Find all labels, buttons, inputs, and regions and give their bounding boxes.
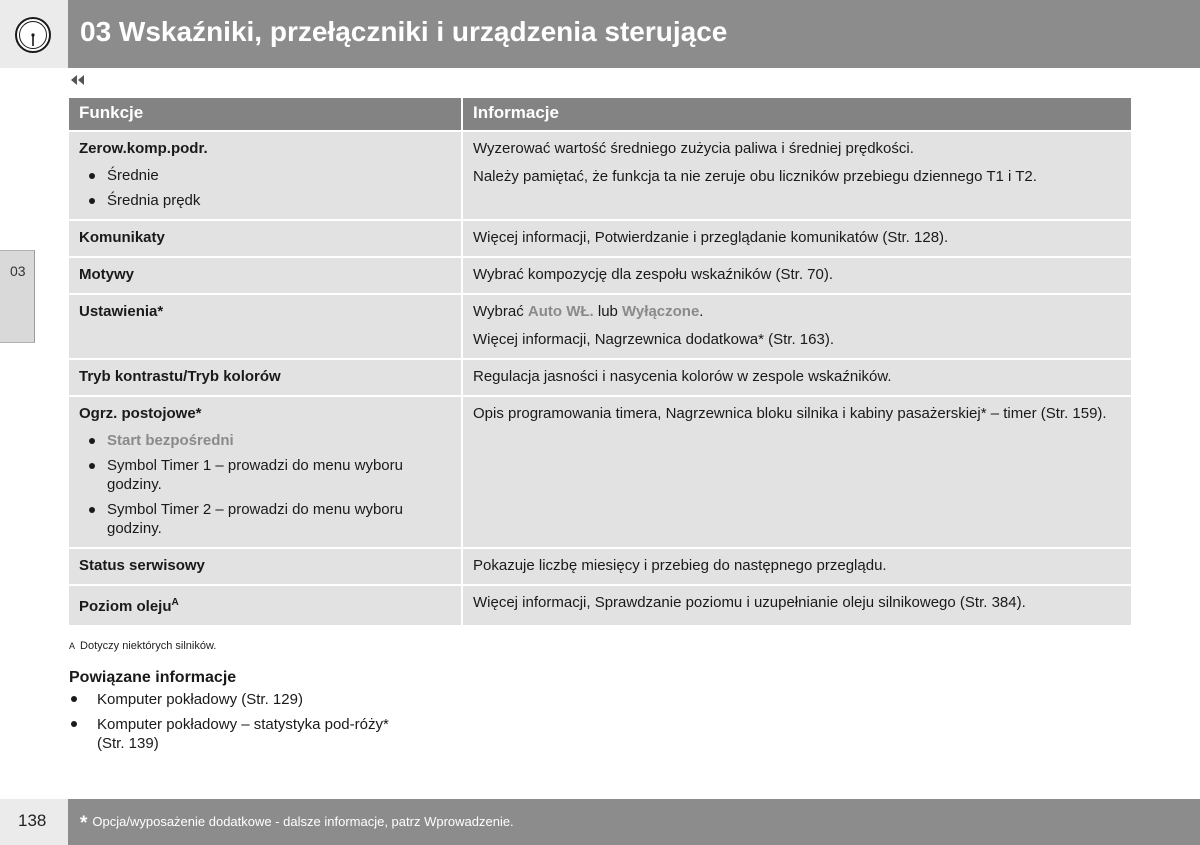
table-row [69,358,1131,395]
star-marker: * [80,813,88,834]
related-link[interactable]: Komputer pokładowy (Str. 129) [69,690,399,709]
info-text [473,302,1121,321]
info-text: Więcej informacji, Sprawdzanie poziomu i uzupełnianie oleju silnikowego (Str. 384). [473,594,1026,611]
chapter-tab[interactable] [0,250,35,343]
table-row [69,256,1131,293]
info-text: Należy pamiętać, że funkcja ta nie zeruje obu liczników przebiegu dziennego T1 i T2. [473,168,1037,185]
related-link[interactable]: Komputer pokładowy – statystyka pod-róży* (Str. 139) [69,715,399,753]
footer-note [80,813,514,835]
table-row [69,395,1131,547]
list-item: Średnia prędk [79,191,451,210]
info-cell [461,584,1131,625]
table-row [69,219,1131,256]
function-name: Komunikaty [79,229,165,246]
function-name: Tryb kontrastu/Tryb kolorów [79,368,281,385]
list-item: Symbol Timer 1 – prowadzi do menu wyboru godziny. [79,456,451,494]
function-cell [69,584,461,625]
header-icon-box [0,0,68,68]
column-header-info: Informacje [461,98,1131,130]
function-cell [69,358,461,395]
list-item: Symbol Timer 2 – prowadzi do menu wyboru godziny. [79,500,451,538]
footer-note-text: Opcja/wyposażenie dodatkowe - dalsze informacje, patrz Wprowadzenie. [92,814,514,829]
option-list [79,431,451,538]
table-row [69,584,1131,625]
function-cell [69,130,461,219]
related-info-list [69,690,399,759]
page-number: 138 [18,811,47,830]
function-name [79,593,451,616]
footer-bar [68,799,1200,845]
function-name: Motywy [79,266,135,283]
function-cell [69,547,461,584]
page-number-box [0,799,68,845]
table-row [69,547,1131,584]
function-name: Ustawienia* [79,303,164,320]
related-info-heading: Powiązane informacje [69,669,237,686]
footnote-ref: A [171,597,179,608]
info-text: Więcej informacji, Potwierdzanie i przeglądanie komunikatów (Str. 128). [473,229,949,246]
function-name: Ogrz. postojowe* [79,405,202,422]
table-footnote [69,640,216,652]
info-text-joiner: lub [593,303,623,320]
info-cell [461,358,1131,395]
table-row [69,130,1131,219]
info-text: Opis programowania timera, Nagrzewnica bloku silnika i kabiny pasażerskiej* – timer (Str. 159). [473,405,1107,422]
function-cell [69,219,461,256]
info-cell [461,547,1131,584]
function-cell [69,293,461,358]
info-text: Wybrać kompozycję dla zespołu wskaźników (Str. 70). [473,266,833,283]
info-text: Wyzerować wartość średniego zużycia paliwa i średniej prędkości. [473,140,914,157]
list-item: Średnie [79,166,451,185]
table-header-row [69,98,1131,130]
functions-table [69,98,1131,625]
function-name: Zerow.komp.podr. [79,140,208,157]
info-text: Pokazuje liczbę miesięcy i przebieg do następnego przeglądu. [473,557,887,574]
info-cell [461,256,1131,293]
function-cell [69,256,461,293]
info-text-prefix: Wybrać [473,303,528,320]
info-text: Regulacja jasności i nasycenia kolorów w zespole wskaźników. [473,368,892,385]
info-cell [461,130,1131,219]
gauge-icon [14,16,52,54]
double-chevron-left-icon[interactable] [69,72,87,88]
column-header-functions: Funkcje [69,98,461,130]
info-text-suffix: . [699,303,704,320]
page-title: 03 Wskaźniki, przełączniki i urządzenia sterujące [80,16,728,47]
option-off: Wyłączone [622,303,700,320]
chapter-tab-label: 03 [10,263,26,279]
function-name-text: Poziom oleju [79,598,172,615]
list-item-start-direct: Start bezpośredni [79,431,451,450]
info-cell [461,219,1131,256]
function-cell [69,395,461,547]
info-cell [461,293,1131,358]
table-row [69,293,1131,358]
footnote-text: Dotyczy niektórych silników. [80,640,217,652]
option-auto-on: Auto WŁ. [527,303,594,320]
info-text: Więcej informacji, Nagrzewnica dodatkowa* (Str. 163). [473,331,834,348]
header-bar [68,0,1200,68]
function-name: Status serwisowy [79,557,205,574]
info-cell [461,395,1131,547]
option-list [79,166,451,210]
footnote-mark: A [69,641,76,651]
